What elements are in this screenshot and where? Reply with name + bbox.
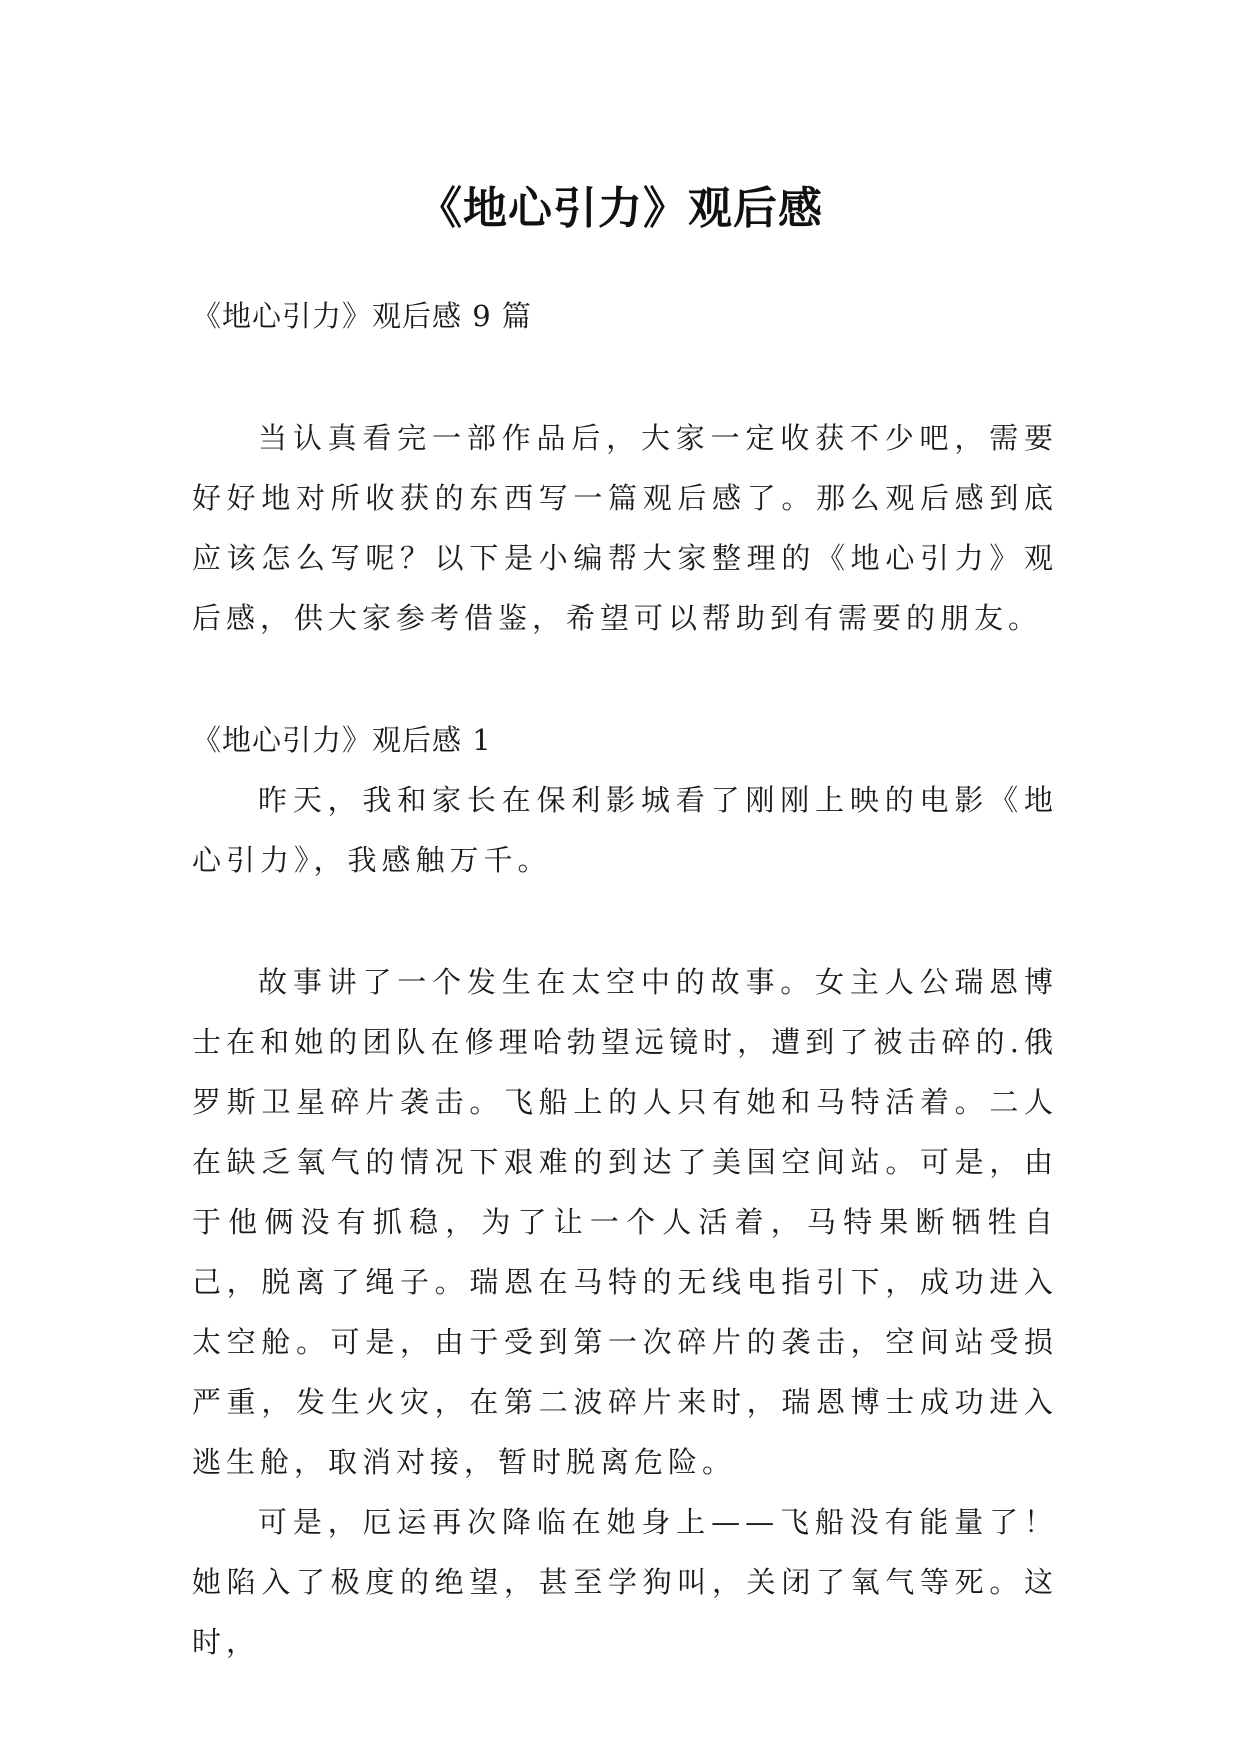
body-paragraph-1: 昨天，我和家长在保利影城看了刚刚上映的电影《地心引力》，我感触万千。	[192, 783, 1058, 877]
body-paragraph-2: 故事讲了一个发生在太空中的故事。女主人公瑞恩博士在和她的团队在修理哈勃望远镜时，遭到了被击碎的.俄罗斯卫星碎片袭击。飞船上的人只有她和马特活着。二人在缺乏氧气的情况下艰难的到达了美国空间站。可是，由于他俩没有抓稳，为了让一个人活着，马特果断牺牲自己，脱离了绳子。瑞恩在马特的无线电指引下，成功进入太空舱。可是，由于受到第一次碎片的袭击，空间站受损严重，发生火灾，在第二波碎片来时，瑞恩博士成功进入逃生舱，取消对接，暂时脱离危险。	[192, 965, 1058, 1479]
document-subtitle: 《地心引力》观后感 9 篇	[192, 299, 532, 333]
section-heading: 《地心引力》观后感 1	[192, 723, 492, 757]
body-paragraph-3: 可是，厄运再次降临在她身上——飞船没有能量了！她陷入了极度的绝望，甚至学狗叫，关闭了氧气等死。这时，	[192, 1505, 1058, 1659]
document-body	[192, 286, 1058, 1672]
intro-paragraph: 当认真看完一部作品后，大家一定收获不少吧，需要好好地对所收获的东西写一篇观后感了。那么观后感到底应该怎么写呢？以下是小编帮大家整理的《地心引力》观后感，供大家参考借鉴，希望可以帮助到有需要的朋友。	[192, 421, 1058, 635]
document-title: 《地心引力》观后感	[418, 183, 823, 235]
